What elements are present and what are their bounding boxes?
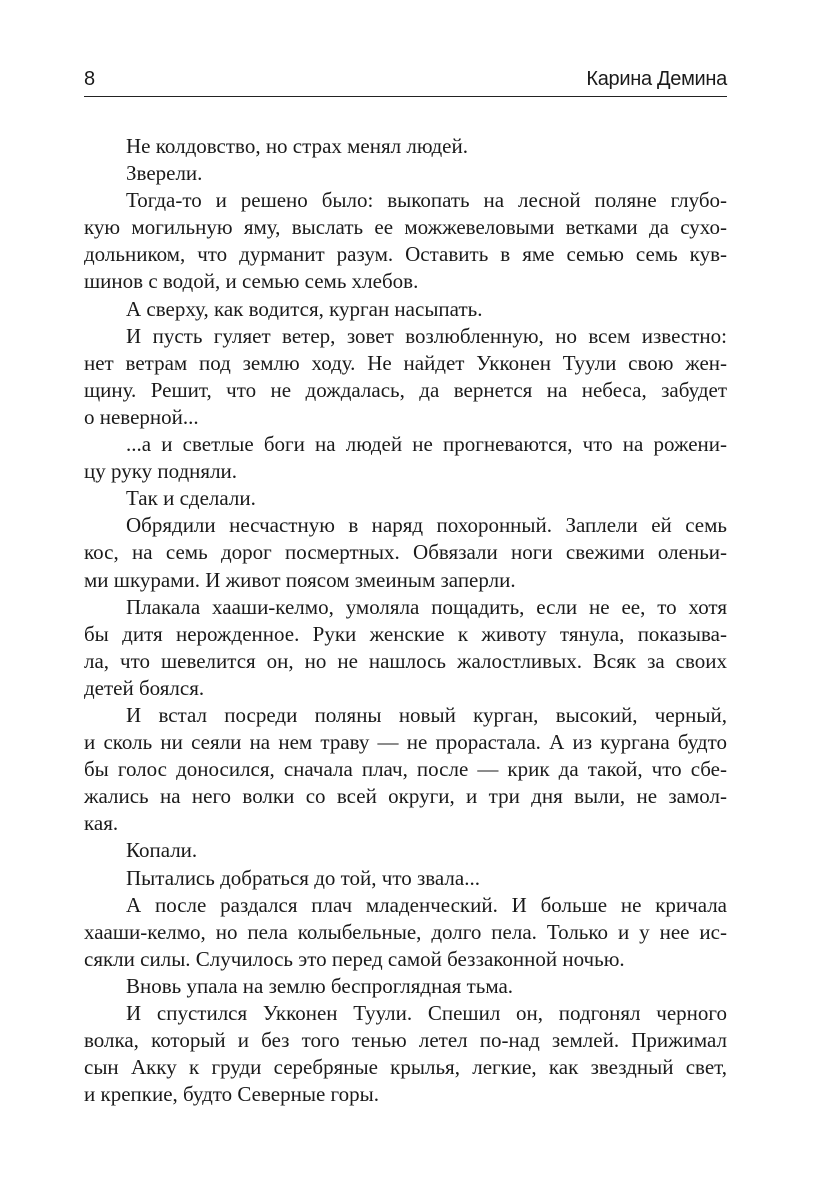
paragraph — [84, 431, 727, 485]
text-line: кая. — [84, 811, 119, 836]
paragraph — [84, 323, 727, 431]
text-line: жались на него волки со всей округи, и три дня выли, не замол- — [84, 784, 727, 809]
text-line: Зверели. — [126, 161, 203, 186]
text-line: кую могильную яму, выслать ее можжевеловыми ветками да сухо- — [84, 215, 727, 240]
text-line: Копали. — [126, 838, 198, 863]
page-number: 8 — [84, 68, 96, 90]
running-title-author: Карина Демина — [586, 68, 727, 90]
paragraph — [84, 892, 727, 973]
paragraph — [84, 594, 727, 702]
text-line: шинов с водой, и семью семь хлебов. — [84, 269, 419, 294]
text-line: И пусть гуляет ветер, зовет возлюбленную, но всем известно: — [126, 323, 727, 348]
text-line: ми шкурами. И живот поясом змеиным заперли. — [84, 567, 516, 592]
text-line: цу руку подняли. — [84, 459, 238, 484]
text-line: Пытались добраться до той, что звала... — [126, 865, 480, 890]
text-line: бы дитя нерожденное. Руки женские к животу тянула, показыва- — [84, 621, 727, 646]
text-line: Обрядили несчастную в наряд похоронный. Заплели ей семь — [126, 513, 727, 538]
text-line: А после раздался плач младенческий. И больше не кричала — [126, 892, 727, 917]
paragraph — [84, 187, 727, 295]
text-line: хааши-келмо, но пела колыбельные, долго пела. Только и у нее ис- — [84, 919, 727, 944]
text-line: и сколь ни сеяли на нем траву — не прорастала. А из кургана будто — [84, 730, 727, 755]
text-line: Не колдовство, но страх менял людей. — [126, 134, 468, 158]
paragraph — [84, 296, 727, 323]
text-line: детей боялся. — [84, 675, 205, 700]
text-line: волка, который и без того тенью летел по-над землей. Прижимал — [84, 1028, 727, 1053]
text-line: о неверной... — [84, 404, 199, 429]
paragraph — [84, 512, 727, 593]
paragraph — [84, 837, 727, 864]
text-line: Плакала хааши-келмо, умоляла пощадить, если не ее, то хотя — [126, 594, 727, 619]
page-header — [84, 64, 727, 97]
text-line: Так и сделали. — [126, 486, 256, 511]
paragraph — [84, 702, 727, 837]
body-text — [84, 133, 727, 1108]
text-line: и крепкие, будто Северные горы. — [84, 1082, 379, 1107]
text-line: нет ветрам под землю ходу. Не найдет Укконен Туули свою жен- — [84, 350, 727, 375]
text-line: сякли силы. Случилось это перед самой беззаконной ночью. — [84, 946, 625, 971]
paragraph — [84, 973, 727, 1000]
text-line: И спустился Укконен Туули. Спешил он, подгонял черного — [126, 1001, 727, 1025]
text-line: Тогда-то и решено было: выкопать на лесной поляне глубо- — [126, 188, 727, 213]
paragraph — [84, 865, 727, 892]
paragraph — [84, 160, 727, 187]
text-line: бы голос доносился, сначала плач, после — крик да такой, что сбе- — [84, 757, 727, 782]
text-line: А сверху, как водится, курган насыпать. — [126, 296, 483, 321]
text-line: ...а и светлые боги на людей не прогневаются, что на рожени- — [126, 432, 727, 457]
text-line: Вновь упала на землю беспроглядная тьма. — [126, 973, 514, 998]
text-line: ла, что шевелится он, но не нашлось жалостливых. Всяк за своих — [84, 648, 727, 673]
text-line: И встал посреди поляны новый курган, высокий, черный, — [126, 702, 727, 727]
paragraph — [84, 133, 727, 160]
text-line: щину. Решит, что не дождалась, да вернется на небеса, забудет — [84, 377, 727, 402]
text-line: кос, на семь дорог посмертных. Обвязали ноги свежими оленьи- — [84, 540, 727, 565]
text-line: дольником, что дурманит разум. Оставить в яме семью семь кув- — [84, 242, 727, 267]
paragraph — [84, 1000, 727, 1108]
text-line: сын Акку к груди серебряные крылья, легкие, как звездный свет, — [84, 1055, 727, 1080]
paragraph — [84, 485, 727, 512]
